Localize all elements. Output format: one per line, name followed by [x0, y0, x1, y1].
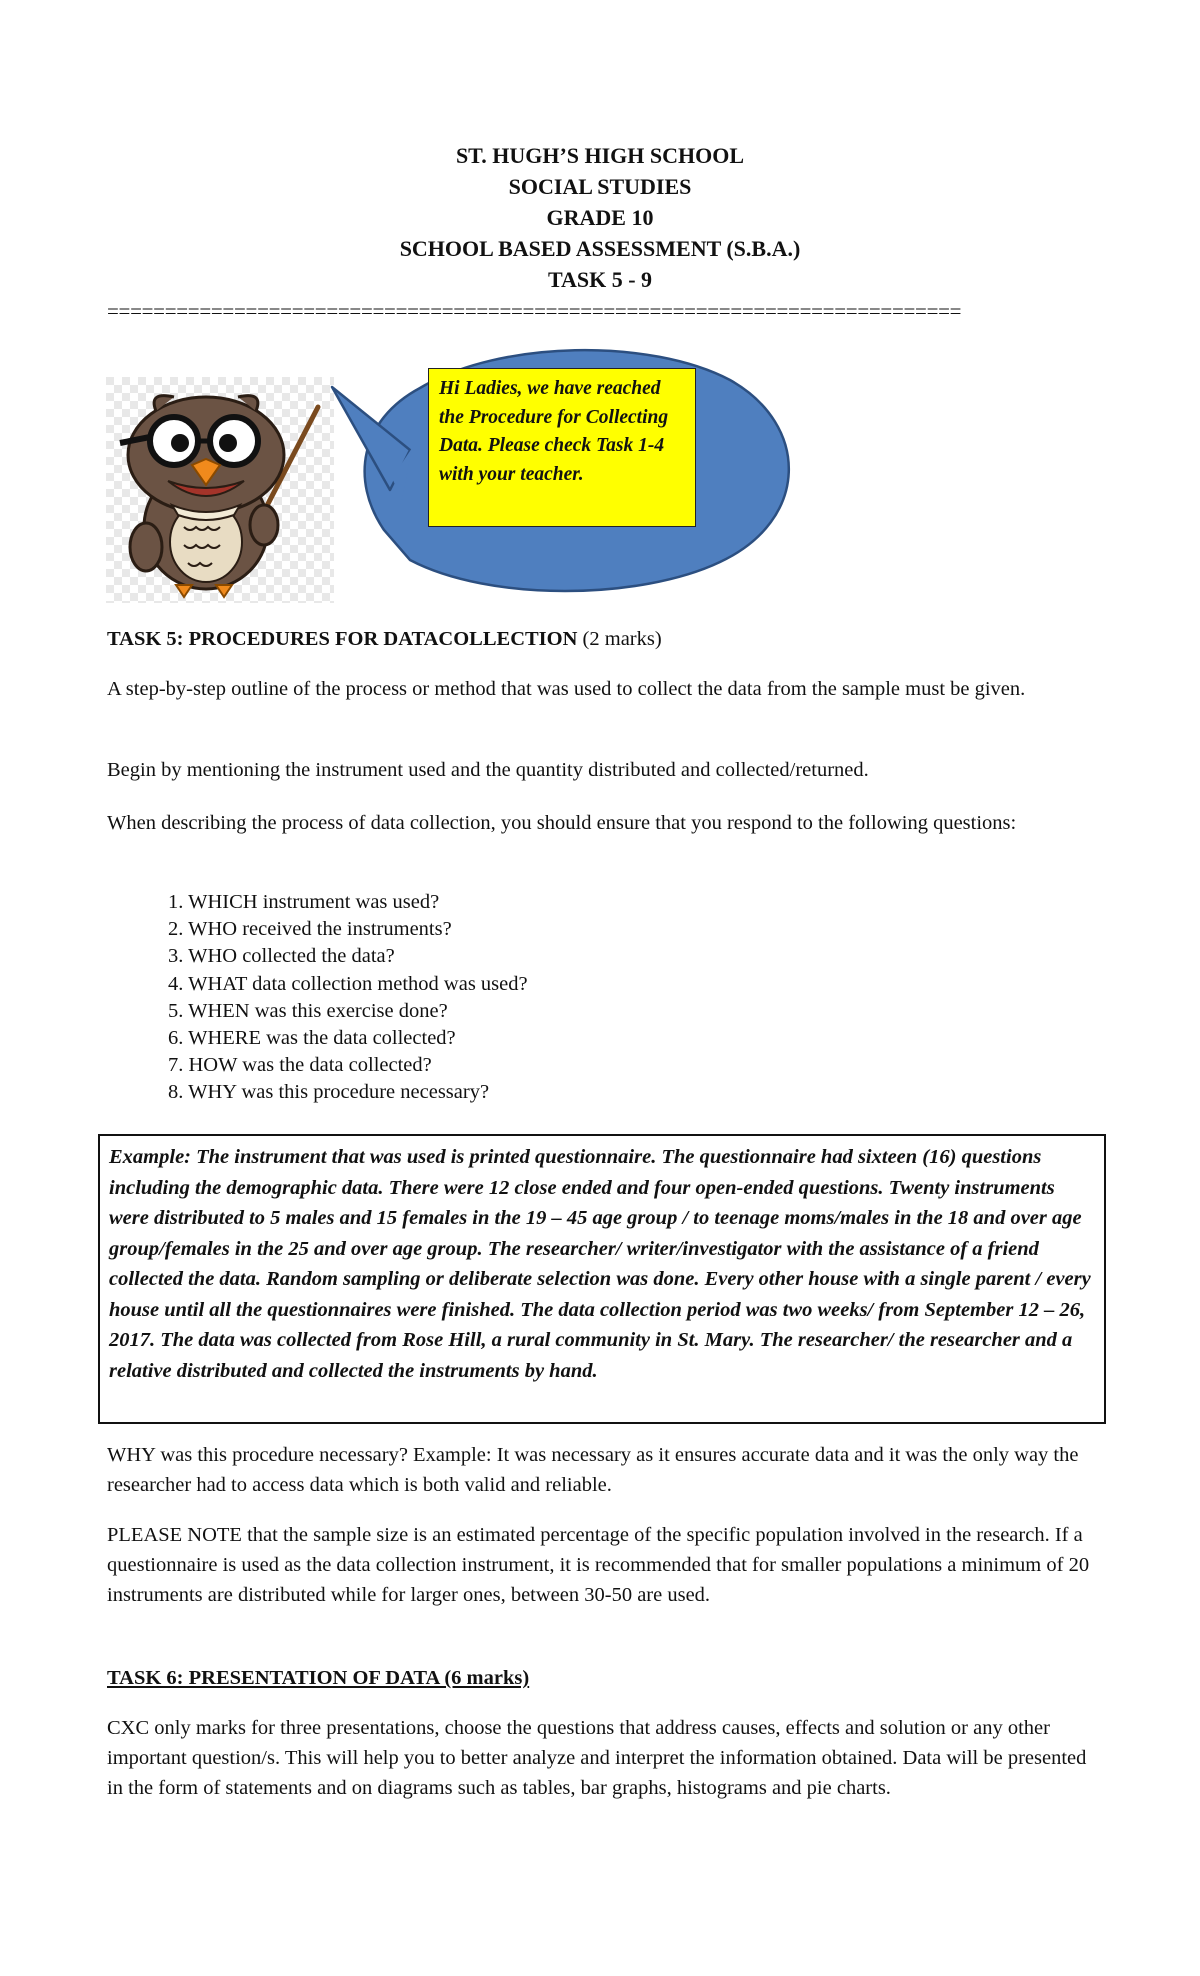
task5-begin: Begin by mentioning the instrument used and the quantity distributed and collected/returned. — [107, 759, 869, 781]
task5-intro: A step-by-step outline of the process or method that was used to collect the data from the sample must be given. — [107, 678, 1026, 700]
list-item: 8. WHY was this procedure necessary? — [168, 1081, 490, 1104]
list-item: 4. WHAT data collection method was used? — [168, 972, 528, 995]
document-header — [0, 140, 1200, 295]
list-item: 5. WHEN was this exercise done? — [168, 999, 448, 1022]
school-name: ST. HUGH’S HIGH SCHOOL — [455, 143, 745, 168]
list-item: 6. WHERE was the data collected? — [168, 1027, 456, 1050]
grade-label: GRADE 10 — [546, 205, 654, 230]
task5-marks: (2 marks) — [577, 628, 662, 650]
task5-title: TASK 5: PROCEDURES FOR DATACOLLECTION — [107, 628, 578, 650]
assessment-title: SCHOOL BASED ASSESSMENT (S.B.A.) — [399, 236, 801, 261]
speech-bubble-text: Hi Ladies, we have reached the Procedure for Collecting Data. Please check Task 1-4 with your teacher. — [428, 368, 696, 527]
task5-why: WHY was this procedure necessary? Example: It was necessary as it ensures accurate data and it was the only way the researcher had to access data which is both valid and reliable. — [107, 1444, 1079, 1496]
task6-heading: TASK 6: PRESENTATION OF DATA (6 marks) — [107, 1667, 530, 1689]
task5-describing: When describing the process of data collection, you should ensure that you respond to the following questions: — [107, 812, 1017, 834]
task-range: TASK 5 - 9 — [547, 267, 653, 292]
divider-line: ========================================================================== — [107, 299, 962, 323]
list-item: 2. WHO received the instruments? — [168, 918, 452, 941]
question-list — [168, 889, 968, 1107]
task5-note: PLEASE NOTE that the sample size is an estimated percentage of the specific population involved in the research. If a questionnaire is used as the data collection instrument, it is recommended that for smaller populations a minimum of 20 instruments are distributed while for larger ones, between 30-50 are used. — [107, 1524, 1090, 1606]
list-item: 3. WHO collected the data? — [168, 945, 395, 968]
task6-body: CXC only marks for three presentations, choose the questions that address causes, effects and solution or any other important question/s. This will help you to better analyze and interpret the information obtained. Data will be presented in the form of statements and on diagrams such as tables, bar graphs, histograms and pie charts. — [107, 1717, 1087, 1799]
list-item: 7. HOW was the data collected? — [168, 1054, 432, 1077]
example-box: Example: The instrument that was used is printed questionnaire. The questionnaire had sixteen (16) questions including the demographic data. There were 12 close ended and four open-ended questions. Twenty instruments were distributed to 5 males and 15 females in the 19 – 45 age group / to teenage moms/males in the 18 and over age group/females in the 25 and over age group. The researcher/ writer/investigator with the assistance of a friend collected the data. Random sampling or deliberate selection was done. Every other house with a single parent / every house until all the questionnaires were finished. The data collection period was two weeks/ from September 12 – 26, 2017. The data was collected from Rose Hill, a rural community in St. Mary. The researcher/ the researcher and a relative distributed and collected the instruments by hand. — [98, 1134, 1106, 1424]
task5-heading — [107, 624, 1095, 654]
subject-title: SOCIAL STUDIES — [508, 174, 692, 199]
list-item: 1. WHICH instrument was used? — [168, 891, 440, 913]
